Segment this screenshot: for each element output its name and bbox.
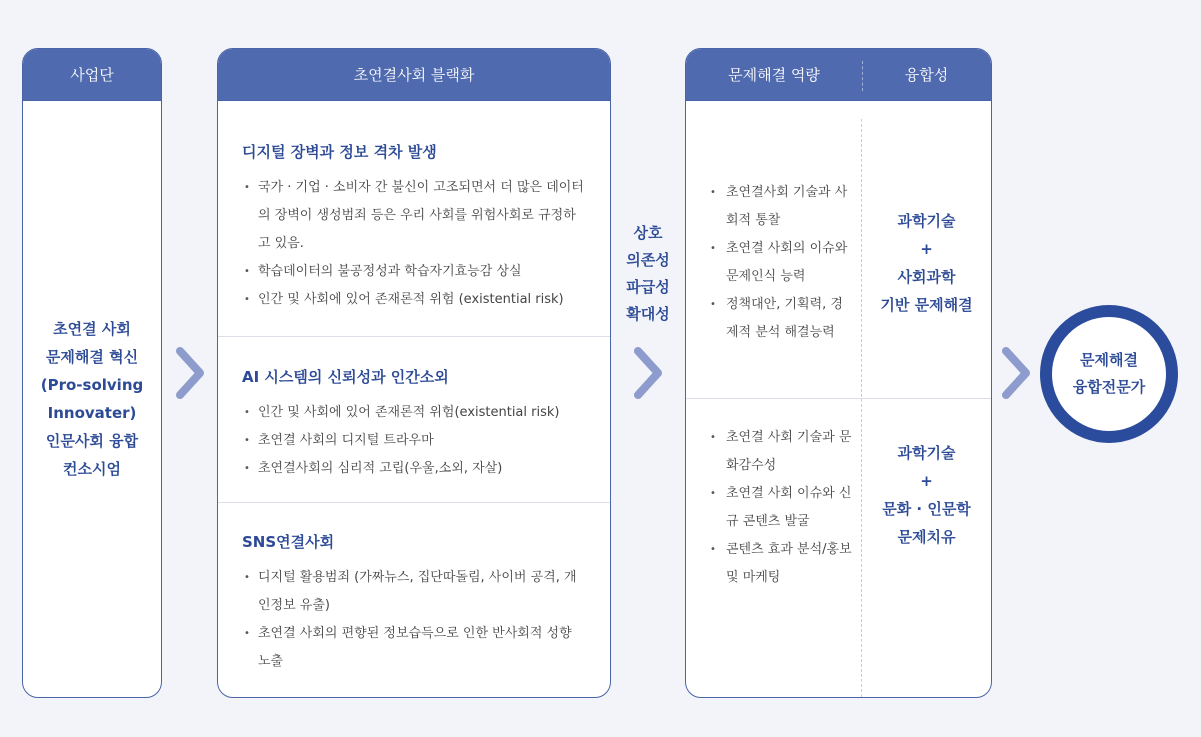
list-item: • 초연결 사회 기술과 문화감수성 [708,424,853,480]
list-item: • 인간 및 사회에 있어 존재론적 위험 (existential risk) [242,286,586,314]
row-divider [686,398,991,399]
column-divider [861,119,862,697]
convergence-line: 문제치유 [897,528,956,546]
convergence-line: + [920,472,933,490]
label-line: 확대성 [626,305,670,323]
list-item: • 초연결사회의 심리적 고립(우울,소외, 자살) [242,455,586,483]
result-line: 융합전문가 [1072,378,1146,396]
result-line: 문제해결 [1080,351,1138,369]
risk-panel [217,48,611,698]
label-line: 상호 [633,224,663,242]
list-item: • 초연결 사회의 디지털 트라우마 [242,427,586,455]
convergence-line: 과학기술 [897,212,956,230]
org-line: 문제해결 혁신 [45,348,139,366]
org-line: Innovater) [47,404,137,422]
label-line: 파급성 [626,278,670,296]
list-item: • 국가 · 기업 · 소비자 간 불신이 고조되면서 더 많은 데이터의 장벽이 생성범죄 등은 우리 사회를 위험사회로 규정하고 있음. [242,174,586,258]
list-item: • 초연결 사회의 이슈와 문제인식 능력 [708,235,853,291]
chevron-right-icon [172,345,208,401]
organization-body [23,101,161,697]
org-line: 컨소시엄 [63,460,121,478]
convergence-top [862,207,991,319]
convergence-line: + [920,240,933,258]
risk-section [218,366,610,483]
bullet-list [242,399,586,483]
organization-panel [22,48,162,698]
risk-header: 초연결사회 블랙화 [218,49,610,101]
capability-list-top [708,179,853,347]
header-convergence: 융합성 [904,66,949,84]
list-item: • 콘텐츠 효과 분석/홍보 및 마케팅 [708,536,853,592]
list-item: • 인간 및 사회에 있어 존재론적 위험(existential risk) [242,399,586,427]
header-capability: 문제해결 역량 [728,66,820,84]
list-item: • 초연결 사회의 편향된 정보습득으로 인한 반사회적 성향 노출 [242,620,586,676]
divider [218,502,610,503]
label-line: 의존성 [626,251,670,269]
bullet-list [242,174,586,314]
result-circle [1040,305,1178,443]
list-item: • 초연결 사회 이슈와 신규 콘텐츠 발굴 [708,480,853,536]
convergence-line: 사회과학 [897,268,956,286]
org-line: 인문사회 융합 [45,432,139,450]
section-title: 디지털 장벽과 정보 격차 발생 [242,143,437,161]
convergence-bottom [862,439,991,551]
convergence-line: 과학기술 [897,444,956,462]
list-item: • 디지털 활용범죄 (가짜뉴스, 집단따돌림, 사이버 공격, 개인정보 유출) [242,564,586,620]
organization-header: 사업단 [23,49,161,101]
chevron-right-icon [998,345,1034,401]
interdependence-label [620,220,676,328]
risk-section [218,141,610,314]
capability-list-bottom [708,424,853,592]
section-title: AI 시스템의 신뢰성과 인간소외 [242,368,449,386]
capability-header [686,49,991,101]
list-item: • 초연결사회 기술과 사회적 통찰 [708,179,853,235]
chevron-right-icon [630,345,666,401]
organization-name [41,315,144,483]
list-item: • 학습데이터의 불공정성과 학습자기효능감 상실 [242,258,586,286]
bullet-list [242,564,586,676]
risk-section [218,531,610,676]
section-title: SNS연결사회 [242,533,335,551]
divider [218,336,610,337]
convergence-line: 문화 · 인문학 [882,500,971,518]
list-item: • 정책대안, 기획력, 경제적 분석 해결능력 [708,291,853,347]
convergence-line: 기반 문제해결 [880,296,973,314]
org-line: 초연결 사회 [53,320,131,338]
capability-panel [685,48,992,698]
org-line: (Pro-solving [40,376,144,394]
